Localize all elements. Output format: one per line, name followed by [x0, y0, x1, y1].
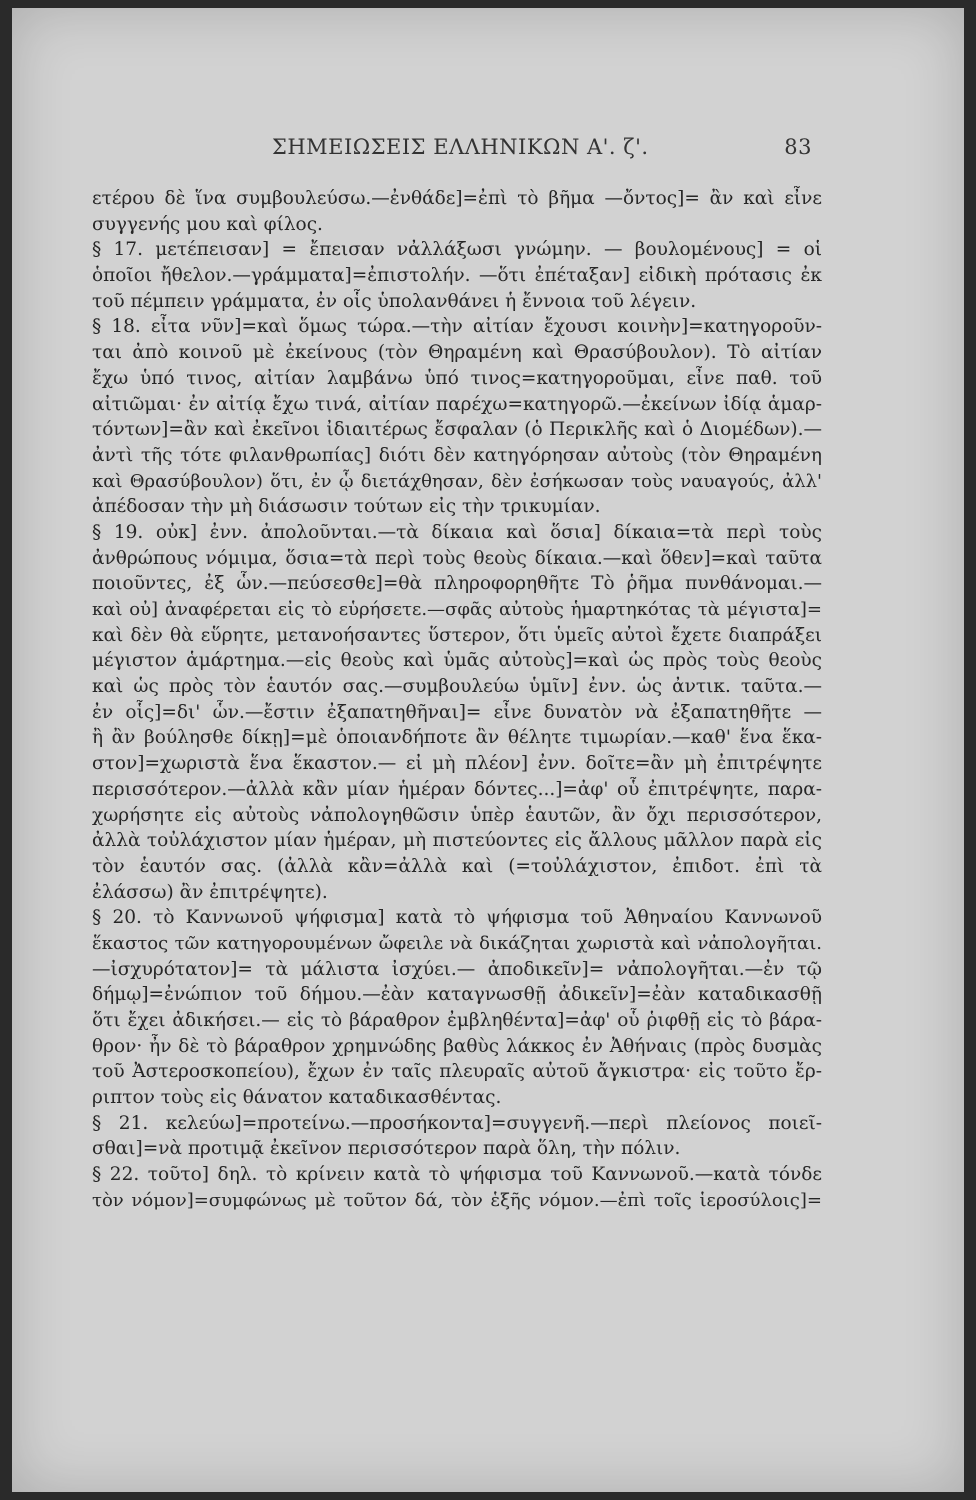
text-line: ὅτι ἔχει ἀδικήσει.— εἰς τὸ βάραθρον ἐμβληθέντα]=ἀφ' οὗ ῥιφθῇ εἰς τὸ βάρα- — [92, 1010, 822, 1031]
text-line: αἰτιῶμαι· ἐν αἰτίᾳ ἔχω τινά, αἰτίαν παρέχω=κατηγορῶ.—ἐκείνων ἰδίᾳ ἁμαρ- — [92, 393, 822, 415]
text-line: ἔχω ὑπό τινος, αἰτίαν λαμβάνω ὑπό τινος=κατηγοροῦμαι, εἶνε παθ. τοῦ — [92, 367, 822, 389]
text-line: θρον· ἦν δὲ τὸ βάραθρον χρημνώδης βαθὺς λάκκος ἐν Ἀθήναις (πρὸς δυσμὰς — [92, 1035, 822, 1057]
text-line: ἕκαστος τῶν κατηγορουμένων ὤφειλε νὰ δικάζηται χωριστὰ καὶ νἀπολογῆται. — [92, 932, 822, 954]
text-line: ἐλάσσω) ἂν ἐπιτρέψητε). — [92, 881, 328, 903]
text-line: ται ἀπὸ κοινοῦ μὲ ἐκείνους (τὸν Θηραμένη καὶ Θρασύβουλον). Τὸ αἰτίαν — [92, 342, 822, 364]
text-line: ὁποῖοι ἤθελον.—γράμματα]=ἐπιστολήν. —ὅτι ἐπέταξαν] εἰδικὴ πρότασις ἐκ — [92, 265, 822, 287]
text-line: μέγιστον ἁμάρτημα.—εἰς θεοὺς καὶ ὑμᾶς αὐτοὺς]=καὶ ὡς πρὸς τοὺς θεοὺς — [92, 650, 822, 672]
text-line: § 20. τὸ Καννωνοῦ ψήφισμα] κατὰ τὸ ψήφισμα τοῦ Ἀθηναίου Καννωνοῦ — [92, 907, 822, 929]
text-line: τοῦ πέμπειν γράμματα, ἐν οἷς ὑπολανθάνει ἡ ἔννοια τοῦ λέγειν. — [92, 290, 697, 312]
text-line: καὶ Θρασύβουλον) ὅτι, ἐν ᾧ διετάχθησαν, δὲν ἐσήκωσαν τοὺς ναυαγούς, ἀλλ' — [92, 470, 822, 492]
text-line: § 18. εἶτα νῦν]=καὶ ὅμως τώρα.—τὴν αἰτίαν ἔχουσι κοινὴν]=κατηγοροῦν- — [92, 316, 822, 338]
text-line: σθαι]=νὰ προτιμᾷ ἐκεῖνον περισσότερον παρὰ ὅλη, τὴν πόλιν. — [92, 1138, 681, 1160]
text-line: καὶ οὐ] ἀναφέρεται εἰς τὸ εὑρήσετε.—σφᾶς αὐτοὺς ἡμαρτηκότας τὰ μέγιστα]= — [92, 599, 822, 620]
running-title: ΣΗΜΕΙΩΣΕΙΣ ΕΛΛΗΝΙΚΩΝ Α'. ζ'. — [272, 135, 649, 159]
text-line: § 17. μετέπεισαν] = ἔπεισαν νἀλλάξωσι γνώμην. — βουλομένους] = οἱ — [92, 239, 822, 261]
text-line: ἀπέδοσαν τὴν μὴ διάσωσιν τούτων εἰς τὴν τρικυμίαν. — [92, 496, 601, 518]
text-line: χωρήσητε εἰς αὐτοὺς νἀπολογηθῶσιν ὑπὲρ ἑαυτῶν, ἂν ὄχι περισσότερον, — [92, 804, 822, 826]
text-line: ετέρου δὲ ἵνα συμβουλεύσω.—ἐνθάδε]=ἐπὶ τὸ βῆμα —ὄντος]= ἂν καὶ εἶνε — [92, 188, 822, 209]
text-line: στον]=χωριστὰ ἕνα ἕκαστον.— εἰ μὴ πλέον] ἐνν. δοῖτε=ἂν μὴ ἐπιτρέψητε — [92, 753, 822, 775]
text-line: ἀντὶ τῆς τότε φιλανθρωπίας] διότι δὲν κατηγόρησαν αὐτοὺς (τὸν Θηραμένη — [92, 444, 822, 466]
text-line: § 21. κελεύω]=προτείνω.—προσήκοντα]=συγγενῆ.—περὶ πλείονος ποιεῖ- — [92, 1112, 822, 1134]
text-line: τὸν νόμον]=συμφώνως μὲ τοῦτον δά, τὸν ἑξῆς νόμον.—ἐπὶ τοῖς ἱεροσύλοις]= — [92, 1189, 822, 1211]
page-number: 83 — [784, 135, 812, 159]
text-line: ποιοῦντες, ἐξ ὧν.—πεύσεσθε]=θὰ πληροφορηθῆτε Τὸ ῥῆμα πυνθάνομαι.— — [92, 573, 822, 595]
text-line: περισσότερον.—ἀλλὰ κἂν μίαν ἡμέραν δόντες...]=ἀφ' οὗ ἐπιτρέψητε, παρα- — [92, 778, 822, 800]
text-line: ἢ ἂν βούλησθε δίκῃ]=μὲ ὁποιανδήποτε ἂν θέλητε τιμωρίαν.—καθ' ἕνα ἕκα- — [92, 727, 822, 749]
text-line: ριπτον τοὺς εἰς θάνατον καταδικασθέντας. — [92, 1087, 502, 1109]
text-line: δήμῳ]=ἐνώπιον τοῦ δήμου.—ἐὰν καταγνωσθῇ ἀδικεῖν]=ἐὰν καταδικασθῇ — [92, 984, 822, 1006]
text-line: τὸν ἑαυτόν σας. (ἀλλὰ κἂν=ἀλλὰ καὶ (=τοὐλάχιστον, ἐπιδοτ. ἐπὶ τὰ — [92, 855, 822, 877]
text-line: τοῦ Ἀστεροσκοπείου), ἔχων ἐν ταῖς πλευραῖς αὐτοῦ ἄγκιστρα· εἰς τοῦτο ἔρ- — [92, 1061, 822, 1083]
text-line: § 22. τοῦτο] δηλ. τὸ κρίνειν κατὰ τὸ ψήφισμα τοῦ Καννωνοῦ.—κατὰ τόνδε — [92, 1164, 822, 1186]
text-line: καὶ ὡς πρὸς τὸν ἑαυτόν σας.—συμβουλεύω ὑμῖν] ἐνν. ὡς ἀντικ. ταῦτα.— — [92, 676, 822, 698]
body-text — [92, 186, 822, 1214]
book-page — [12, 8, 964, 1492]
text-line: —ἰσχυρότατον]= τὰ μάλιστα ἰσχύει.— ἀποδικεῖν]= νἀπολογῆται.—ἐν τῷ — [92, 958, 822, 980]
text-line: καὶ δὲν θὰ εὕρητε, μετανοήσαντες ὕστερον, ὅτι ὑμεῖς αὐτοὶ ἔχετε διαπράξει — [92, 624, 822, 646]
text-line: § 19. οὐκ] ἐνν. ἀπολοῦνται.—τὰ δίκαια καὶ ὅσια] δίκαια=τὰ περὶ τοὺς — [92, 521, 822, 543]
text-line: συγγενής μου καὶ φίλος. — [92, 213, 323, 235]
text-line: ἀλλὰ τοὐλάχιστον μίαν ἡμέραν, μὴ πιστεύοντες εἰς ἄλλους μᾶλλον παρὰ εἰς — [92, 830, 822, 852]
text-line: τόντων]=ἂν καὶ ἐκεῖνοι ἰδιαιτέρως ἔσφαλαν (ὁ Περικλῆς καὶ ὁ Διομέδων).— — [92, 419, 822, 441]
text-line: ἐν οἷς]=δι' ὧν.—ἔστιν ἐξαπατηθῆναι]= εἶνε δυνατὸν νὰ ἐξαπατηθῆτε — — [92, 701, 822, 723]
text-line: ἀνθρώπους νόμιμα, ὅσια=τὰ περὶ τοὺς θεοὺς δίκαια.—καὶ ὅθεν]=καὶ ταῦτα — [92, 547, 822, 569]
